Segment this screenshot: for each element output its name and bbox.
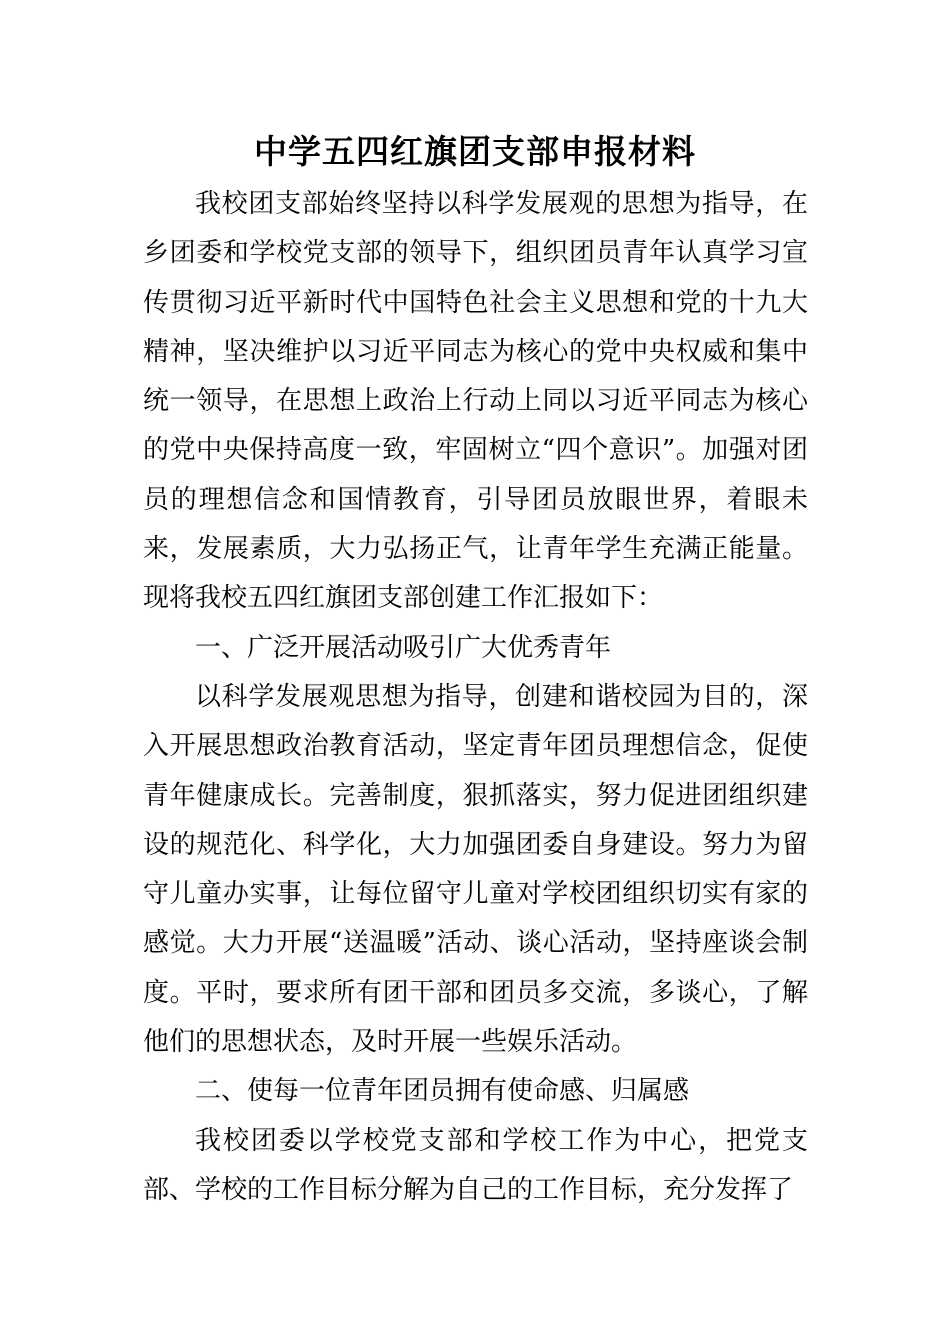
paragraph-section-2: 我校团委以学校党支部和学校工作为中心，把党支部、学校的工作目标分解为自己的工作目标，充分发挥了 [143,1125,808,1205]
paragraph-section-1: 以科学发展观思想为指导，创建和谐校园为目的，深入开展思想政治教育活动，坚定青年团员理想信念，促使青年健康成长。完善制度，狠抓落实，努力促进团组织建设的规范化、科学化，大力加强团委自身建设。努力为留守儿童办实事，让每位留守儿童对学校团组织切实有家的感觉。大力开展“送温暖”活动、谈心活动，坚持座谈会制度。平时，要求所有团干部和团员多交流，多谈心，了解他们的思想状态，及时开展一些娱乐活动。 [143,681,808,1058]
document-body [143,180,808,1215]
section-heading-2: 二、使每一位青年团员拥有使命感、归属感 [195,1076,690,1107]
section-heading-1: 一、广泛开展活动吸引广大优秀青年 [195,632,612,663]
document-title: 中学五四红旗团支部申报材料 [254,132,696,171]
paragraph-intro: 我校团支部始终坚持以科学发展观的思想为指导，在乡团委和学校党支部的领导下，组织团员青年认真学习宣传贯彻习近平新时代中国特色社会主义思想和党的十九大精神，坚决维护以习近平同志为核心的党中央权威和集中统一领导，在思想上政治上行动上同以习近平同志为核心的党中央保持高度一致，牢固树立“四个意识”。加强对团员的理想信念和国情教育，引导团员放眼世界，着眼未来，发展素质，大力弘扬正气，让青年学生充满正能量。现将我校五四红旗团支部创建工作汇报如下： [143,189,808,614]
